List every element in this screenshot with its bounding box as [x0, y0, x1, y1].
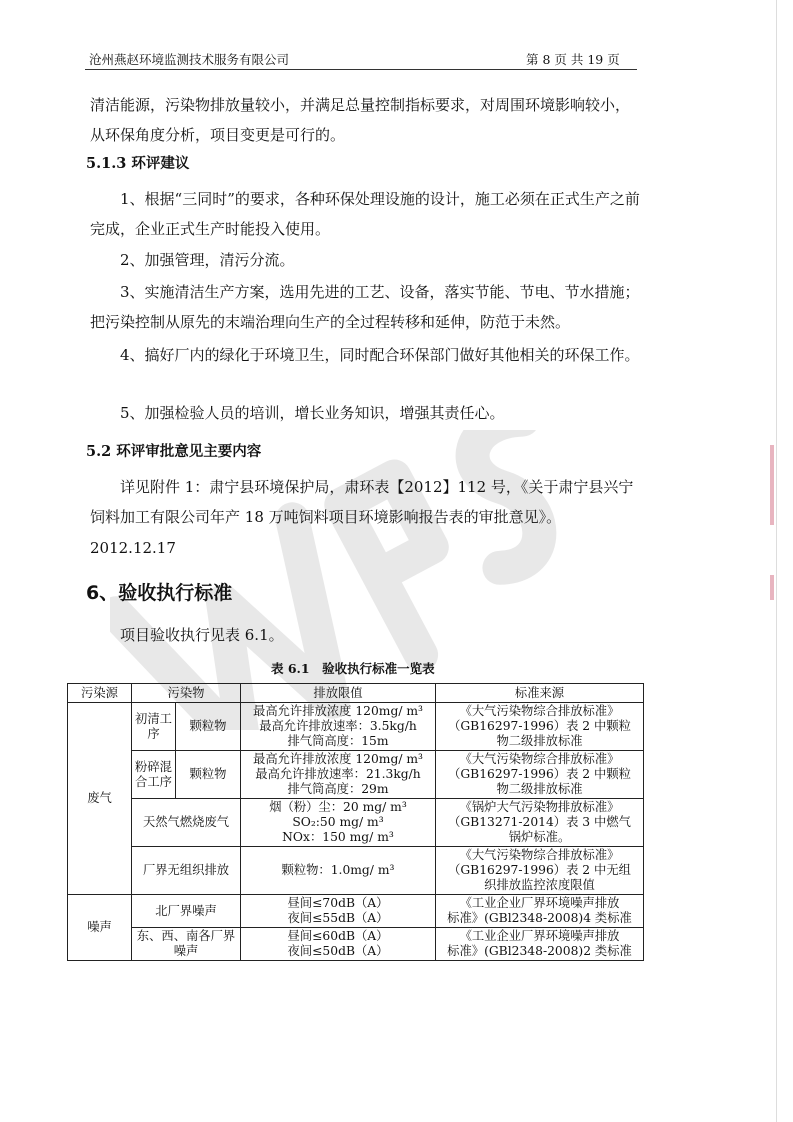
- right-edge-line: [776, 0, 777, 1122]
- standard-line: 《工业企业厂界环境噪声排放: [459, 929, 620, 943]
- limit-line: 昼间≤60dB（A）: [287, 929, 389, 943]
- table-header-row: [68, 684, 644, 703]
- limit-line: 排气筒高度：29m: [287, 782, 389, 796]
- header-rule: [85, 69, 637, 70]
- scan-mark: [770, 575, 774, 600]
- approval-text: 详见附件 1：肃宁县环境保护局，肃环表【2012】112 号，《关于肃宁县兴宁饲料加工有限公司年产 18 万吨饲料项目环境影响报告表的审批意见》。: [90, 478, 634, 526]
- approval-date: 2012.12.17: [90, 539, 176, 557]
- table-row: [68, 847, 644, 895]
- paragraph-intro: 清洁能源，污染物排放量较小，并满足总量控制指标要求，对周围环境影响较小，从环保角度分析，项目变更是可行的。: [90, 96, 631, 144]
- limit-line: 最高允许排放浓度 120mg/ m³: [253, 752, 423, 766]
- standard-cell: [436, 895, 644, 928]
- suggestion-2: 2、加强管理，清污分流。: [120, 251, 295, 269]
- col-header-pollutant: 污染物: [132, 684, 241, 703]
- standard-cell: [436, 847, 644, 895]
- process-cell: 粉碎混合工序: [132, 751, 176, 799]
- heading-5-2: 5.2 环评审批意见主要内容: [86, 443, 262, 460]
- section-6-title: 6、验收执行标准: [86, 582, 233, 604]
- table-row: [68, 703, 644, 751]
- limit-line: 最高允许排放速率：21.3kg/h: [255, 767, 421, 781]
- heading-5-1-3: 5.1.3 环评建议: [86, 155, 190, 172]
- standard-line: 《大气污染物综合排放标准》: [459, 848, 620, 862]
- suggestion-4: 4、搞好厂内的绿化于环境卫生，同时配合环保部门做好其他相关的环保工作。: [120, 346, 640, 364]
- table-row: [68, 751, 644, 799]
- limit-line: 昼间≤70dB（A）: [287, 896, 389, 910]
- pollutant-cell: 颗粒物: [176, 703, 241, 751]
- limit-cell: [241, 928, 436, 961]
- header-company: 沧州燕赵环境监测技术服务有限公司: [89, 52, 290, 67]
- limit-line: 最高允许排放速率：3.5kg/h: [259, 719, 417, 733]
- suggestion-1: 1、根据“三同时”的要求，各种环保处理设施的设计，施工必须在正式生产之前完成，企业正式生产时能投入使用。: [90, 190, 640, 238]
- pollutant-cell: 北厂界噪声: [132, 895, 241, 928]
- group-waste-gas: 废气: [68, 703, 132, 895]
- pollutant-cell: 颗粒物: [176, 751, 241, 799]
- table-row: [68, 928, 644, 961]
- standard-cell: [436, 751, 644, 799]
- standard-cell: [436, 799, 644, 847]
- limit-cell: [241, 847, 436, 895]
- limit-line: 颗粒物：1.0mg/ m³: [281, 863, 395, 877]
- col-header-source: 污染源: [68, 684, 132, 703]
- standard-line: 《大气污染物综合排放标准》: [459, 704, 620, 718]
- standard-cell: [436, 928, 644, 961]
- col-header-limit: 排放限值: [241, 684, 436, 703]
- standard-line: 标准》(GBl2348-2008)4 类标准: [447, 911, 632, 925]
- standard-line: 《大气污染物综合排放标准》: [459, 752, 620, 766]
- scan-mark: [770, 445, 774, 525]
- standard-line: 织排放监控浓度限值: [484, 878, 595, 892]
- limit-line: 烟（粉）尘：20 mg/ m³: [269, 800, 407, 814]
- standard-line: 物二级排放标准: [496, 734, 583, 748]
- group-noise: 噪声: [68, 895, 132, 961]
- standard-line: （GB16297-1996）表 2 中颗粒: [448, 719, 631, 733]
- standard-line: （GB13271-2014）表 3 中燃气: [448, 815, 631, 829]
- pollutant-cell: 天然气燃烧废气: [132, 799, 241, 847]
- standards-table: [67, 683, 644, 961]
- table-caption: 表 6.1 验收执行标准一览表: [271, 661, 435, 676]
- limit-cell: [241, 895, 436, 928]
- suggestion-5: 5、加强检验人员的培训，增长业务知识，增强其责任心。: [120, 404, 505, 422]
- limit-line: 排气筒高度：15m: [287, 734, 389, 748]
- pollutant-cell: 厂界无组织排放: [132, 847, 241, 895]
- process-cell: 初清工序: [132, 703, 176, 751]
- limit-cell: [241, 799, 436, 847]
- limit-line: 夜间≤50dB（A）: [287, 944, 389, 958]
- pollutant-cell: 东、西、南各厂界噪声: [132, 928, 241, 961]
- standard-cell: [436, 703, 644, 751]
- standard-line: 标准》(GBl2348-2008)2 类标准: [447, 944, 632, 958]
- standard-line: 锅炉标准。: [508, 830, 571, 844]
- limit-line: 最高允许排放浓度 120mg/ m³: [253, 704, 423, 718]
- limit-cell: [241, 703, 436, 751]
- suggestion-3: 3、实施清洁生产方案，选用先进的工艺、设备，落实节能、节电、节水措施；把污染控制从原先的末端治理向生产的全过程转移和延伸，防范于未然。: [90, 283, 640, 331]
- table-row: [68, 895, 644, 928]
- col-header-standard: 标准来源: [436, 684, 644, 703]
- section-6-intro: 项目验收执行见表 6.1。: [120, 626, 284, 644]
- standard-line: 《工业企业厂界环境噪声排放: [459, 896, 620, 910]
- standard-line: （GB16297-1996）表 2 中无组: [448, 863, 631, 877]
- table-row: [68, 799, 644, 847]
- limit-line: NOx：150 mg/ m³: [282, 830, 394, 844]
- limit-line: 夜间≤55dB（A）: [287, 911, 389, 925]
- standard-line: 《锅炉大气污染物排放标准》: [459, 800, 620, 814]
- limit-cell: [241, 751, 436, 799]
- standard-line: 物二级排放标准: [496, 782, 583, 796]
- header-page-indicator: 第 8 页 共 19 页: [526, 52, 620, 67]
- standard-line: （GB16297-1996）表 2 中颗粒: [448, 767, 631, 781]
- limit-line: SO₂:50 mg/ m³: [292, 815, 384, 829]
